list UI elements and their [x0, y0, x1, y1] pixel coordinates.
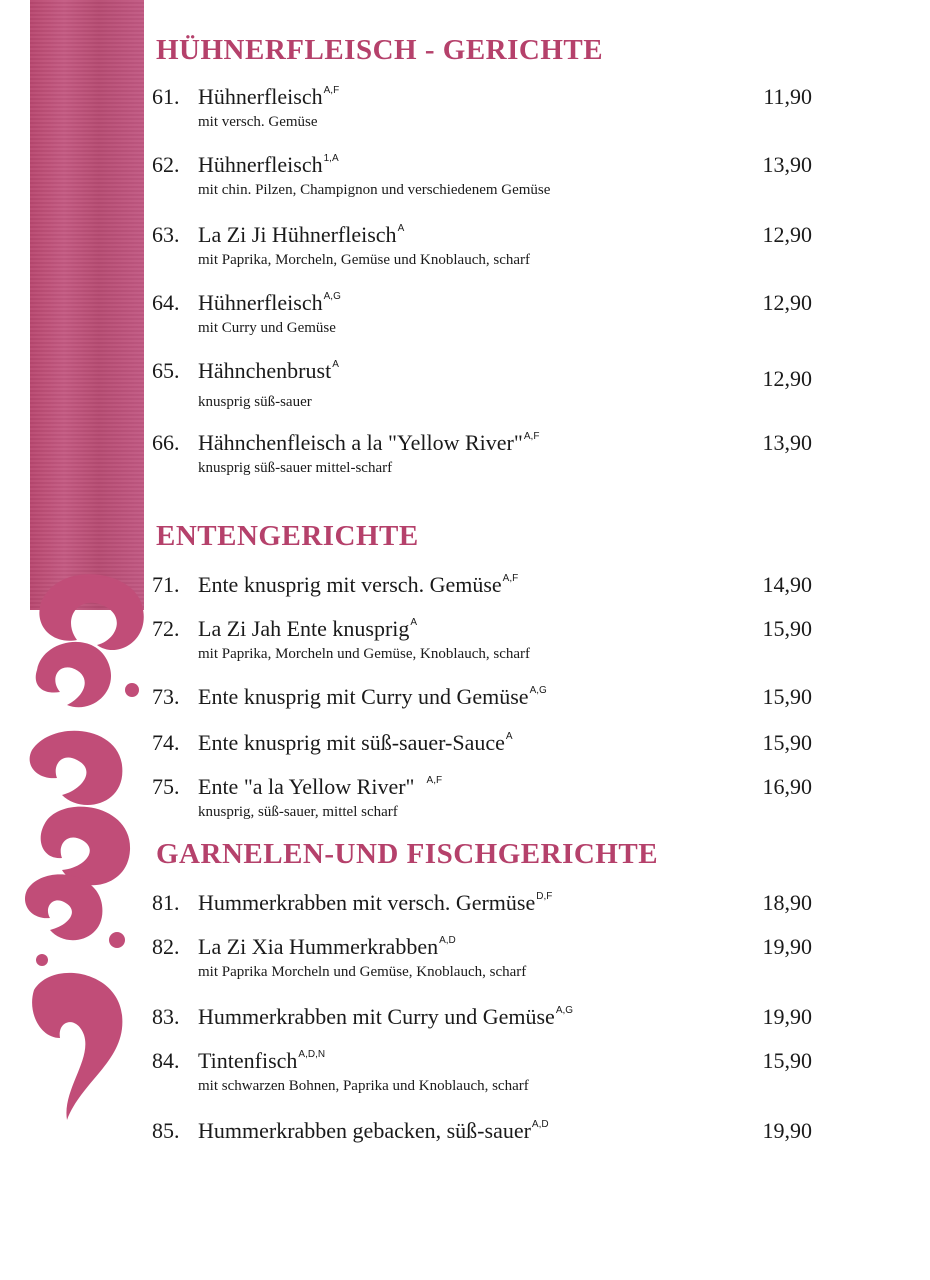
menu-item-83 — [152, 1004, 812, 1030]
section-title-seafood: GARNELEN-UND FISCHGERICHTE — [156, 838, 659, 870]
item-number: 74. — [152, 730, 180, 755]
item-name: La Zi Ji Hühnerfleisch$^A$ — [198, 222, 405, 247]
item-price: 15,90 — [762, 684, 812, 709]
allergen-codes: A — [505, 731, 513, 742]
item-price: 16,90 — [762, 774, 812, 799]
item-number: 72. — [152, 616, 180, 641]
allergen-codes: D,F — [536, 891, 553, 902]
item-name: Hummerkrabben mit versch. Germüse$^{D,F}$ — [198, 890, 553, 915]
item-name: Ente knusprig mit versch. Gemüse$^{A,F}$ — [198, 572, 519, 597]
allergen-codes: A,D — [439, 935, 456, 946]
item-name: Tintenfisch$^{A,D,N}$ — [198, 1048, 326, 1073]
item-name: La Zi Jah Ente knusprig$^A$ — [198, 616, 418, 641]
item-name: Hähnchenfleisch a la "Yellow River"$^{A,F}$ — [198, 430, 540, 455]
item-name: La Zi Xia Hummerkrabben$^{A,D}$ — [198, 934, 456, 959]
item-price: 13,90 — [762, 152, 812, 177]
menu-item-62 — [152, 152, 812, 199]
item-description: knusprig süß-sauer — [198, 394, 312, 410]
item-number: 85. — [152, 1118, 180, 1143]
item-name: Hähnchenbrust$^A$ — [198, 358, 339, 383]
menu-item-85 — [152, 1118, 812, 1144]
item-name: Hühnerfleisch$^{A,F}$ — [198, 84, 340, 109]
item-name: Ente knusprig mit süß-sauer-Sauce$^A$ — [198, 730, 513, 755]
item-description: mit Paprika, Morcheln, Gemüse und Knoblauch, scharf — [198, 252, 530, 268]
menu-item-66 — [152, 430, 812, 477]
item-number: 84. — [152, 1048, 180, 1073]
item-number: 64. — [152, 290, 180, 315]
item-number: 65. — [152, 358, 180, 383]
allergen-codes: A,G — [323, 291, 341, 302]
item-number: 62. — [152, 152, 180, 177]
section-title-chicken: HÜHNERFLEISCH - GERICHTE — [156, 34, 604, 66]
section-title-duck: ENTENGERICHTE — [156, 520, 419, 552]
item-name: Hühnerfleisch$^{A,G}$ — [198, 290, 341, 315]
item-description: mit Paprika Morcheln und Gemüse, Knoblauch, scharf — [198, 964, 527, 980]
item-price: 12,90 — [762, 222, 812, 247]
item-description: knusprig süß-sauer mittel-scharf — [198, 460, 393, 476]
menu-item-82 — [152, 934, 812, 981]
item-number: 75. — [152, 774, 180, 799]
item-description: mit chin. Pilzen, Champignon und verschiedenem Gemüse — [198, 182, 551, 198]
item-price: 18,90 — [762, 890, 812, 915]
item-price: 12,90 — [762, 290, 812, 315]
menu-item-75 — [152, 774, 812, 821]
item-description: mit versch. Gemüse — [198, 114, 318, 130]
allergen-codes: A,F — [426, 775, 443, 786]
allergen-codes: A — [410, 617, 418, 628]
item-price: 12,90 — [762, 366, 812, 391]
item-name: Ente knusprig mit Curry und Gemüse$^{A,G}$ — [198, 684, 547, 709]
item-name: Hühnerfleisch$^{1,A}$ — [198, 152, 339, 177]
menu-item-73 — [152, 684, 812, 710]
menu-item-81 — [152, 890, 812, 916]
item-price: 15,90 — [762, 730, 812, 755]
allergen-codes: A,F — [323, 85, 340, 96]
menu-item-71 — [152, 572, 812, 598]
allergen-codes: A,G — [529, 685, 547, 696]
item-price: 14,90 — [762, 572, 812, 597]
item-number: 83. — [152, 1004, 180, 1029]
allergen-codes: A — [397, 223, 405, 234]
item-number: 82. — [152, 934, 180, 959]
item-name: Ente "a la Yellow River" $^{A,F}$ — [198, 774, 443, 799]
item-name: Hummerkrabben mit Curry und Gemüse$^{A,G}$ — [198, 1004, 574, 1029]
item-price: 15,90 — [762, 616, 812, 641]
menu-item-64 — [152, 290, 812, 337]
allergen-codes: A,D — [531, 1119, 549, 1130]
item-description: knusprig, süß-sauer, mittel scharf — [198, 804, 398, 820]
item-number: 71. — [152, 572, 180, 597]
menu-item-84 — [152, 1048, 812, 1095]
allergen-codes: A,F — [502, 573, 519, 584]
item-price: 19,90 — [762, 1118, 812, 1143]
item-price: 13,90 — [762, 430, 812, 455]
item-price: 19,90 — [762, 934, 812, 959]
item-name: Hummerkrabben gebacken, süß-sauer$^{A,D}$ — [198, 1118, 549, 1143]
item-description: mit schwarzen Bohnen, Paprika und Knoblauch, scharf — [198, 1078, 529, 1094]
item-price: 15,90 — [762, 1048, 812, 1073]
item-description: mit Paprika, Morcheln und Gemüse, Knoblauch, scharf — [198, 646, 530, 662]
item-price: 11,90 — [763, 84, 812, 109]
menu-item-74 — [152, 730, 812, 756]
item-description: mit Curry und Gemüse — [198, 320, 336, 336]
menu-item-61 — [152, 84, 812, 131]
menu-item-65 — [152, 358, 812, 411]
allergen-codes: A,G — [555, 1005, 574, 1016]
menu-item-63 — [152, 222, 812, 269]
menu-item-72 — [152, 616, 812, 663]
item-number: 73. — [152, 684, 180, 709]
allergen-codes: A,F — [523, 431, 540, 442]
item-price: 19,90 — [762, 1004, 812, 1029]
item-number: 61. — [152, 84, 180, 109]
allergen-codes: A — [332, 359, 339, 370]
item-number: 63. — [152, 222, 180, 247]
item-number: 66. — [152, 430, 180, 455]
allergen-codes: A,D,N — [298, 1049, 326, 1060]
allergen-codes: 1,A — [323, 153, 339, 164]
item-number: 81. — [152, 890, 180, 915]
